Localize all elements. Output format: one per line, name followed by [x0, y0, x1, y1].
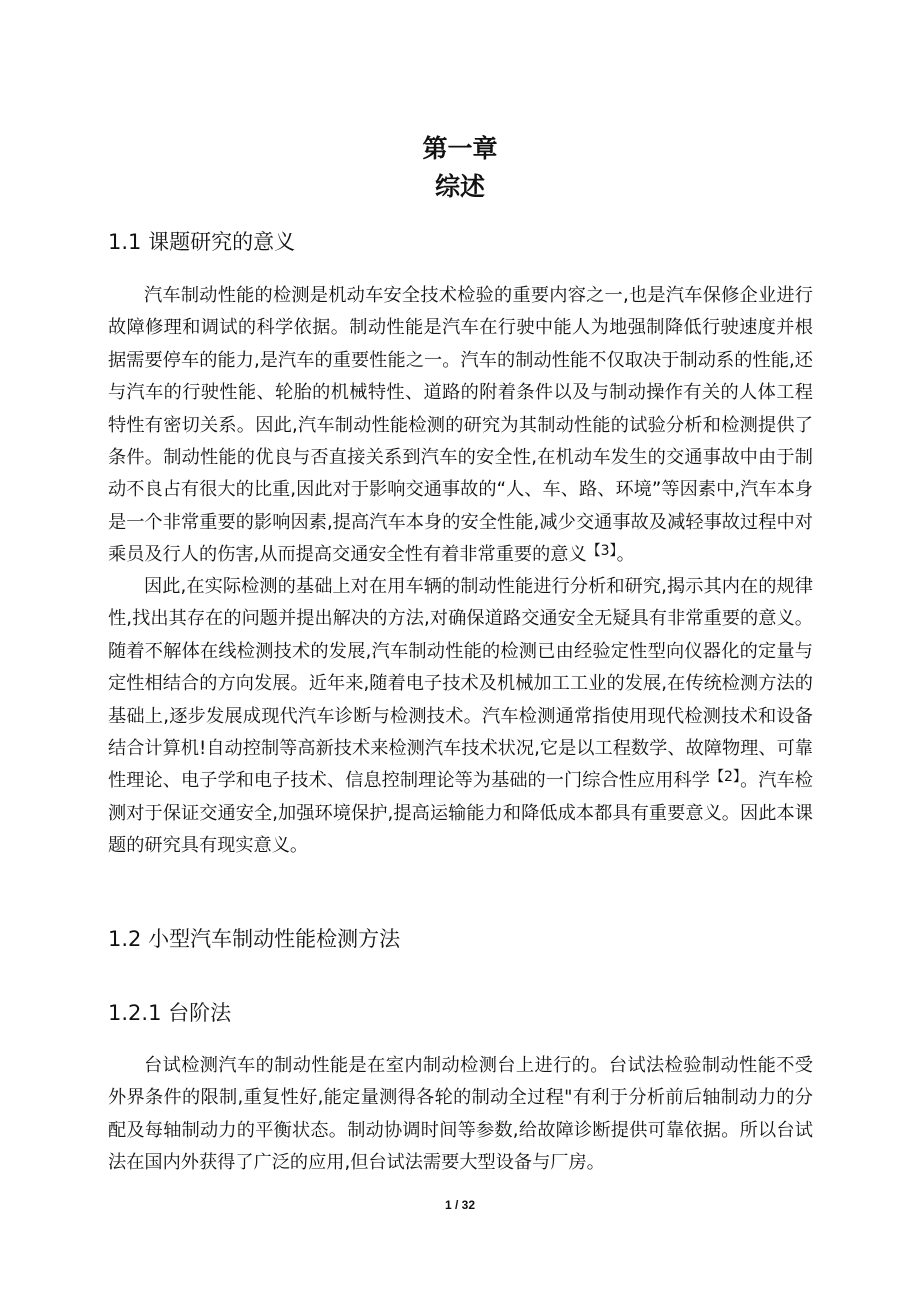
- paragraph-text-end: 。: [616, 544, 635, 566]
- paragraph-text: 台试检测汽车的制动性能是在室内制动检测台上进行的。台试法检验制动性能不受外界条件的限制,重复性好,能定量测得各轮的制动全过程"有利于分析前后轴制动力的分配及每轴制动力的平衡状态。制动协调时间等参数,给故障诊断提供可靠依据。所以台试法在国内外获得了广泛的应用,但台试法需要大型设备与厂房。: [108, 1055, 813, 1174]
- chapter-subtitle: 综述: [434, 172, 485, 201]
- section-heading-1-1: 1.1 课题研究的意义: [108, 230, 296, 254]
- paragraph-text: 因此,在实际检测的基础上对在用车辆的制动性能进行分析和研究,揭示其内在的规律性,找出其存在的问题并提出解决的方法,对确保道路交通安全无疑具有非常重要的意义。 随着不解体在线检测技术的发展,汽车制动性能的检测已由经验定性型向仪器化的定量与定性相结合的方向发展。近年来,随着电子技术及机械加工工业的发展,在传统检测方法的基础上,逐步发展成现代汽车诊断与检测技术。汽车检测通常指使用现代检测技术和设备结合计算机!自动控制等高新技术来检测汽车技术状况,它是以工程数学、故障物理、可靠性理论、电子学和电子技术、信息控制理论等为基础的一门综合性应用科学: [108, 576, 813, 792]
- section-heading-1-2: 1.2 小型汽车制动性能检测方法: [108, 927, 401, 951]
- citation-ref: 【3】: [586, 543, 617, 560]
- paragraph-text-end: 。汽车检测对于保证交通安全,加强环境保护,提高运输能力和降低成本都具有重要意义。因此本课题的研究具有现实意义。: [108, 770, 813, 857]
- paragraph-bench-test: [108, 1050, 813, 1180]
- section-heading-1-2-1: 1.2.1 台阶法: [108, 1001, 232, 1025]
- page-number: 1 / 32: [444, 1198, 476, 1212]
- paragraph-text: 汽车制动性能的检测是机动车安全技术检验的重要内容之一,也是汽车保修企业进行故障修理和调试的科学依据。制动性能是汽车在行驶中能人为地强制降低行驶速度并根据需要停车的能力,是汽车的重要性能之一。汽车的制动性能不仅取决于制动系的性能,还与汽车的行驶性能、轮胎的机械特性、道路的附着条件以及与制动操作有关的人体工程特性有密切关系。因此,汽车制动性能检测的研究为其制动性能的试验分析和检测提供了条件。制动性能的优良与否直接关系到汽车的安全性,在机动车发生的交通事故中由于制动不良占有很大的比重,因此对于影响交通事故的“人、车、路、环境”等因素中,汽车本身是一个非常重要的影响因素,提高汽车本身的安全性能,减少交通事故及减轻事故过程中对乘员及行人的伤害,从而提高交通安全性有着非常重要的意义: [108, 285, 813, 566]
- citation-ref: 【2】: [709, 769, 741, 786]
- paragraph-significance-1: [108, 280, 813, 572]
- chapter-number-title: 第一章: [422, 134, 498, 163]
- paragraph-significance-2: [108, 571, 813, 863]
